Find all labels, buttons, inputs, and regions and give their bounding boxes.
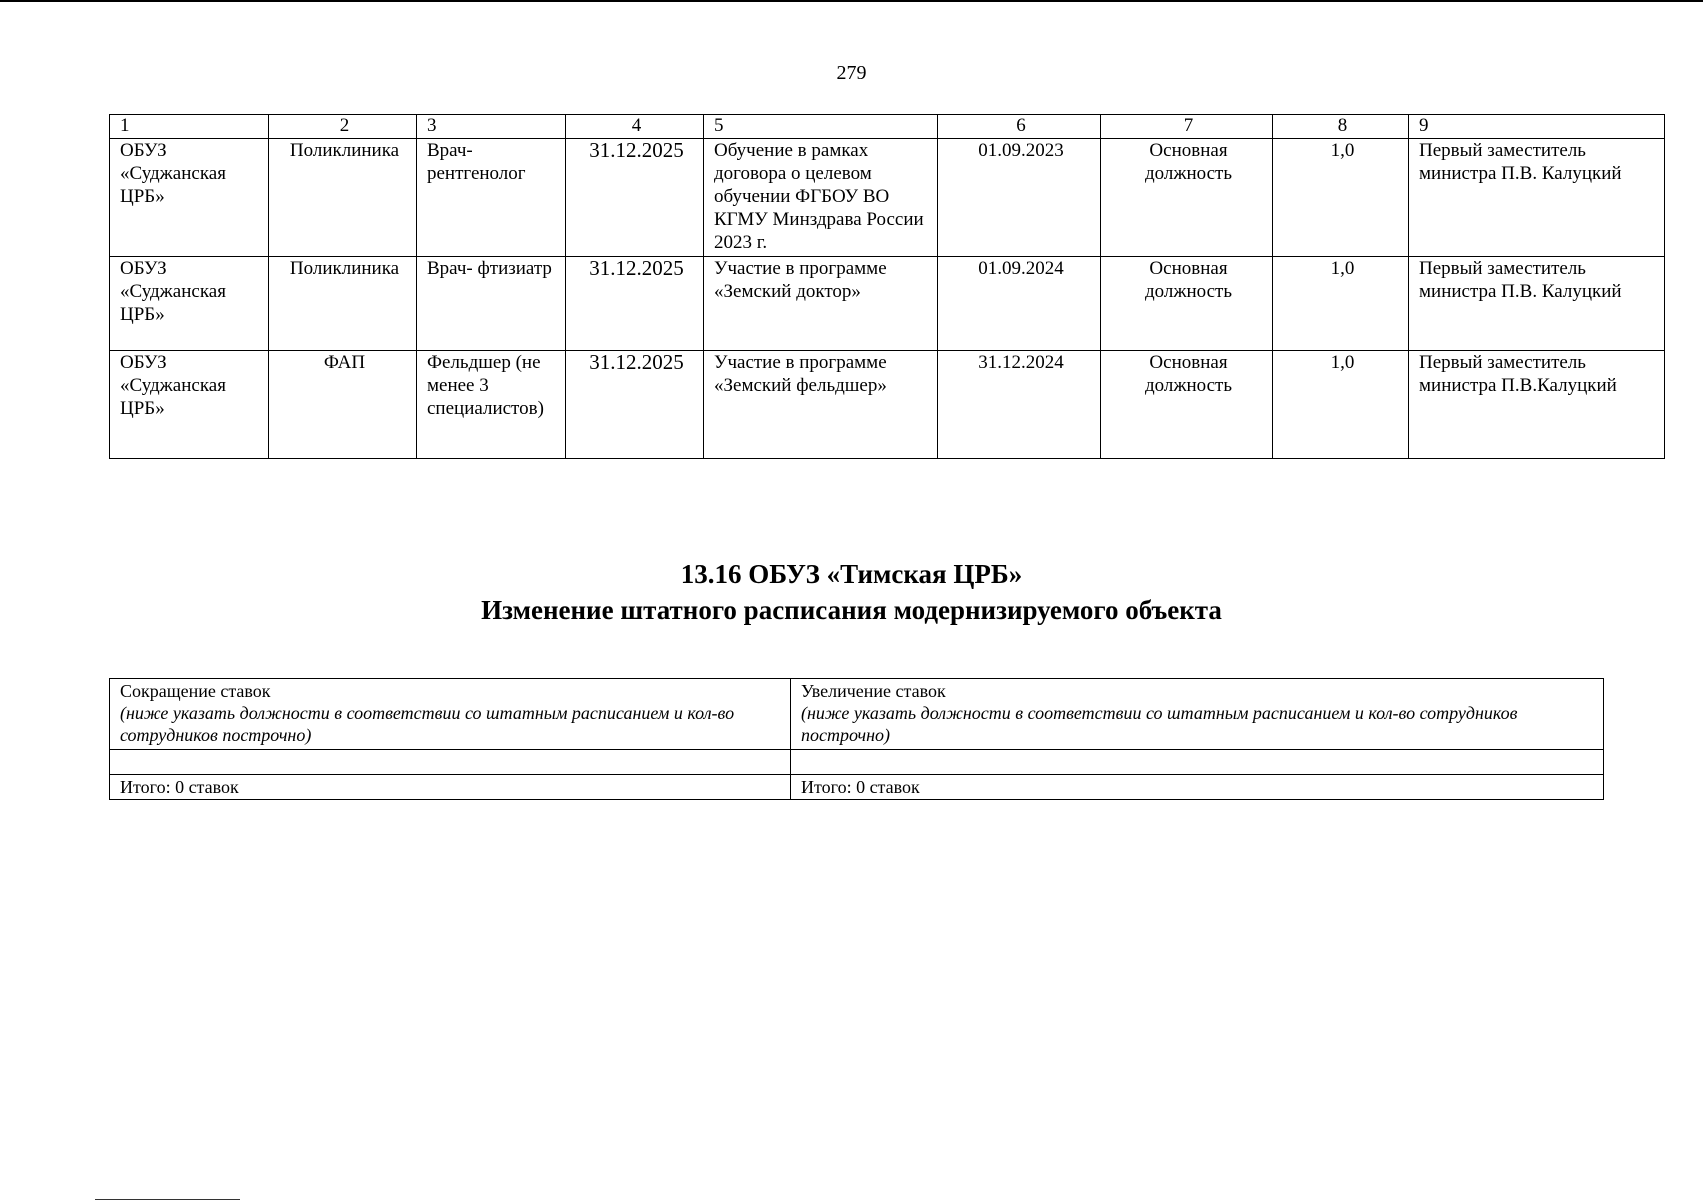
position-cell: Врач- фтизиатр xyxy=(417,257,566,351)
job-type-cell: Основная должность xyxy=(1101,351,1273,459)
org-cell: ОБУЗ «Суджанская ЦРБ» xyxy=(110,139,269,257)
column-header: 6 xyxy=(938,115,1101,139)
job-type-cell: Основная должность xyxy=(1101,257,1273,351)
column-header: 8 xyxy=(1273,115,1409,139)
column-header: 1 xyxy=(110,115,269,139)
responsible-cell: Первый заместитель министра П.В.Калуцкий xyxy=(1409,351,1665,459)
staffing-measures-table xyxy=(109,114,1665,459)
unit-cell: ФАП xyxy=(269,351,417,459)
rate-cell: 1,0 xyxy=(1273,139,1409,257)
start-date-cell: 01.09.2023 xyxy=(938,139,1101,257)
column-header: 7 xyxy=(1101,115,1273,139)
staff-table-total-row xyxy=(110,775,1604,800)
column-header: 2 xyxy=(269,115,417,139)
increase-total: Итого: 0 ставок xyxy=(791,775,1604,800)
deadline-cell: 31.12.2025 xyxy=(566,257,704,351)
position-cell: Фельдшер (не менее 3 специалистов) xyxy=(417,351,566,459)
unit-cell: Поликлиника xyxy=(269,139,417,257)
empty-cell xyxy=(791,750,1604,775)
table-row xyxy=(110,257,1665,351)
table-row xyxy=(110,139,1665,257)
rate-cell: 1,0 xyxy=(1273,257,1409,351)
measure-cell: Обучение в рамках договора о целевом обучении ФГБОУ ВО КГМУ Минздрава России 2023 г. xyxy=(704,139,938,257)
staff-table-header-row xyxy=(110,679,1604,750)
staff-change-table xyxy=(109,678,1604,800)
table-header-row xyxy=(110,115,1665,139)
job-type-cell: Основная должность xyxy=(1101,139,1273,257)
deadline-cell: 31.12.2025 xyxy=(566,139,704,257)
column-header: 3 xyxy=(417,115,566,139)
column-header: 5 xyxy=(704,115,938,139)
responsible-cell: Первый заместитель министра П.В. Калуцкий xyxy=(1409,257,1665,351)
page-number: 279 xyxy=(836,62,867,84)
position-cell: Врач-рентгенолог xyxy=(417,139,566,257)
increase-header: Увеличение ставок xyxy=(801,681,946,701)
start-date-cell: 31.12.2024 xyxy=(938,351,1101,459)
start-date-cell: 01.09.2024 xyxy=(938,257,1101,351)
staff-table-empty-row xyxy=(110,750,1604,775)
column-header: 4 xyxy=(566,115,704,139)
deadline-cell: 31.12.2025 xyxy=(566,351,704,459)
increase-note: (ниже указать должности в соответствии со штатным расписанием и кол-во сотрудников построчно) xyxy=(801,703,1518,745)
reduction-total: Итого: 0 ставок xyxy=(110,775,791,800)
measure-cell: Участие в программе «Земский доктор» xyxy=(704,257,938,351)
section-title-line1: 13.16 ОБУЗ «Тимская ЦРБ» xyxy=(680,559,1023,589)
column-header: 9 xyxy=(1409,115,1665,139)
responsible-cell: Первый заместитель министра П.В. Калуцкий xyxy=(1409,139,1665,257)
empty-cell xyxy=(110,750,791,775)
top-border-line xyxy=(0,0,1703,2)
reduction-note: (ниже указать должности в соответствии со штатным расписанием и кол-во сотрудников построчно) xyxy=(120,703,735,745)
unit-cell: Поликлиника xyxy=(269,257,417,351)
rate-cell: 1,0 xyxy=(1273,351,1409,459)
table-row xyxy=(110,351,1665,459)
reduction-header-cell xyxy=(110,679,791,750)
section-title-line2: Изменение штатного расписания модернизируемого объекта xyxy=(481,595,1222,625)
increase-header-cell xyxy=(791,679,1604,750)
org-cell: ОБУЗ «Суджанская ЦРБ» xyxy=(110,351,269,459)
section-heading xyxy=(0,556,1703,628)
org-cell: ОБУЗ «Суджанская ЦРБ» xyxy=(110,257,269,351)
measure-cell: Участие в программе «Земский фельдшер» xyxy=(704,351,938,459)
reduction-header: Сокращение ставок xyxy=(120,681,271,701)
